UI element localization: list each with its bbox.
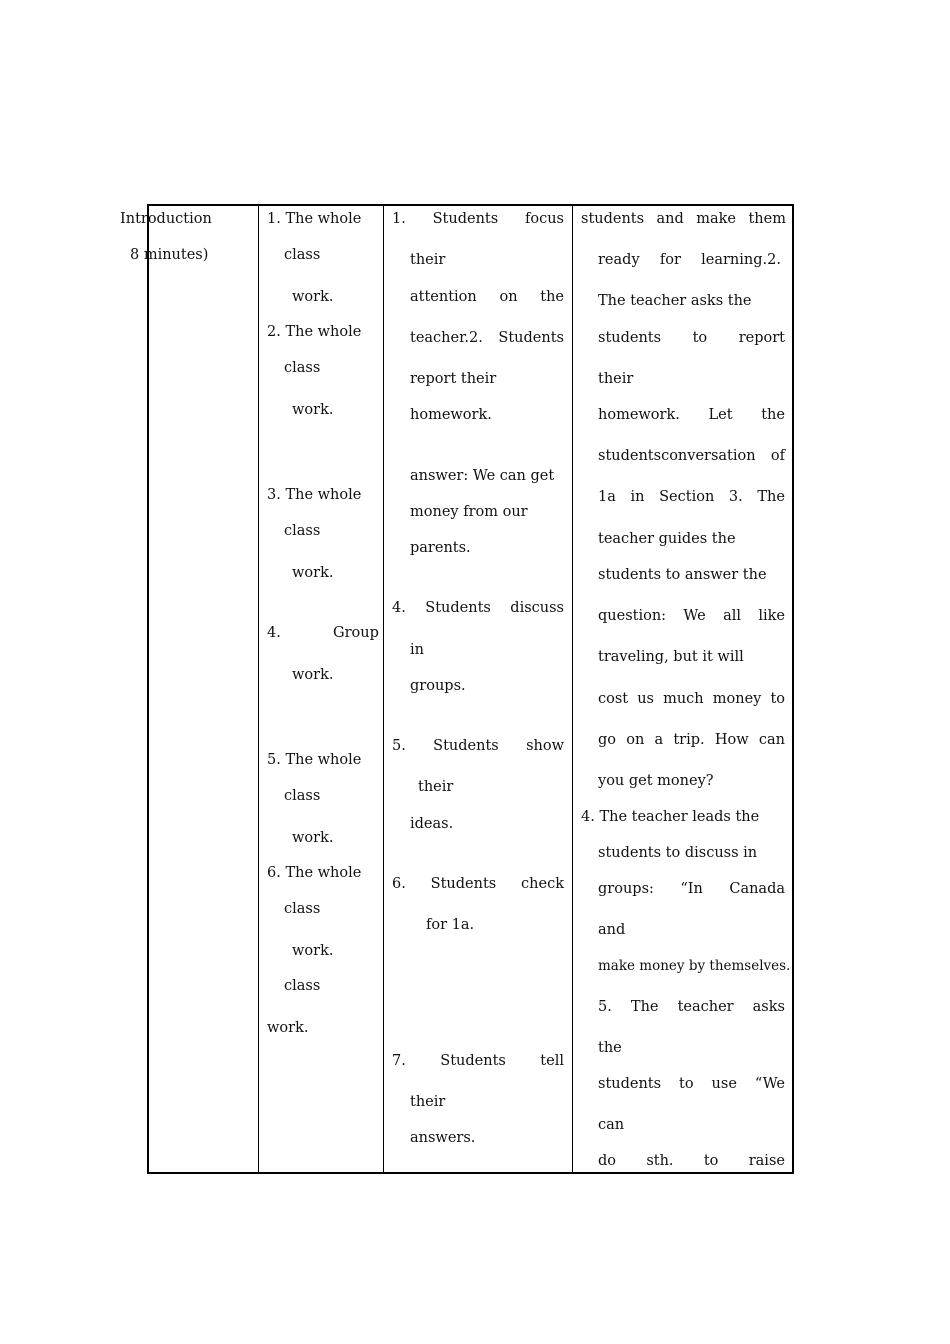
form-line: class — [284, 788, 321, 804]
teacher-line: groups: “In Canada — [598, 881, 785, 897]
teacher-line: 4. The teacher leads the — [581, 809, 760, 825]
teacher-line: cost us much money to — [598, 691, 785, 707]
form-line: work. — [292, 565, 334, 581]
student-line: for 1a. — [426, 917, 475, 933]
teacher-line: students to use “We — [598, 1076, 785, 1092]
teacher-line: students and make them — [581, 211, 786, 227]
teacher-line: 5. The teacher asks — [598, 999, 785, 1015]
form-line: class — [284, 360, 321, 376]
teacher-line: students to discuss in — [598, 845, 758, 861]
column-divider — [258, 204, 259, 1174]
teacher-line: students to report — [598, 330, 785, 346]
student-line: 4. Students discuss — [392, 600, 564, 616]
teacher-line: ready for learning.2. — [598, 252, 781, 268]
student-line: their — [410, 1094, 446, 1110]
form-line: work. — [292, 943, 334, 959]
student-line: 6. Students check — [392, 876, 564, 892]
teacher-line: go on a trip. How can — [598, 732, 785, 748]
form-line: 4. — [267, 625, 281, 641]
form-line: work. — [292, 289, 334, 305]
student-line: their — [410, 252, 446, 268]
teacher-line: make money by themselves. — [598, 958, 791, 974]
form-line: class — [284, 978, 321, 994]
student-line: 1. Students focus — [392, 211, 564, 227]
student-line: attention on the — [410, 289, 564, 305]
stage-name: Introduction — [120, 211, 212, 227]
column-divider — [383, 204, 384, 1174]
teacher-line: The teacher asks the — [598, 293, 752, 309]
teacher-line: do sth. to raise — [598, 1153, 785, 1169]
form-line: work. — [292, 830, 334, 846]
form-line: 3. The whole — [267, 487, 362, 503]
teacher-line: question: We all like — [598, 608, 785, 624]
lesson-table — [147, 204, 794, 1174]
student-line: in — [410, 642, 424, 658]
teacher-line: and — [598, 922, 626, 938]
form-line: 5. The whole — [267, 752, 362, 768]
student-line: homework. — [410, 407, 492, 423]
form-line: class — [284, 523, 321, 539]
student-line: answer: We can get — [410, 468, 555, 484]
student-line: parents. — [410, 540, 471, 556]
form-line: 2. The whole — [267, 324, 362, 340]
form-line: 6. The whole — [267, 865, 362, 881]
teacher-line: you get money? — [598, 773, 714, 789]
form-line: work. — [267, 1020, 309, 1036]
teacher-line: their — [598, 371, 634, 387]
teacher-line: homework. Let the — [598, 407, 785, 423]
student-line: ideas. — [410, 816, 454, 832]
form-line: class — [284, 901, 321, 917]
student-line: money from our — [410, 504, 528, 520]
teacher-line: the — [598, 1040, 622, 1056]
teacher-line: students to answer the — [598, 567, 767, 583]
student-line: answers. — [410, 1130, 476, 1146]
student-line: teacher.2. Students — [410, 330, 564, 346]
stage-time: 8 minutes) — [130, 247, 209, 263]
teacher-line: can — [598, 1117, 625, 1133]
column-divider — [572, 204, 573, 1174]
student-line: groups. — [410, 678, 466, 694]
teacher-line: teacher guides the — [598, 531, 736, 547]
form-line: class — [284, 247, 321, 263]
teacher-line: 1a in Section 3. The — [598, 489, 785, 505]
teacher-line: studentsconversation of — [598, 448, 785, 464]
form-line: 1. The whole — [267, 211, 362, 227]
form-line: work. — [292, 402, 334, 418]
form-line: work. — [292, 667, 334, 683]
form-line: Group — [333, 625, 379, 641]
student-line: 5. Students show — [392, 738, 564, 754]
teacher-line: traveling, but it will — [598, 649, 744, 665]
student-line: their — [418, 779, 454, 795]
student-line: report their — [410, 371, 497, 387]
student-line: 7. Students tell — [392, 1053, 564, 1069]
